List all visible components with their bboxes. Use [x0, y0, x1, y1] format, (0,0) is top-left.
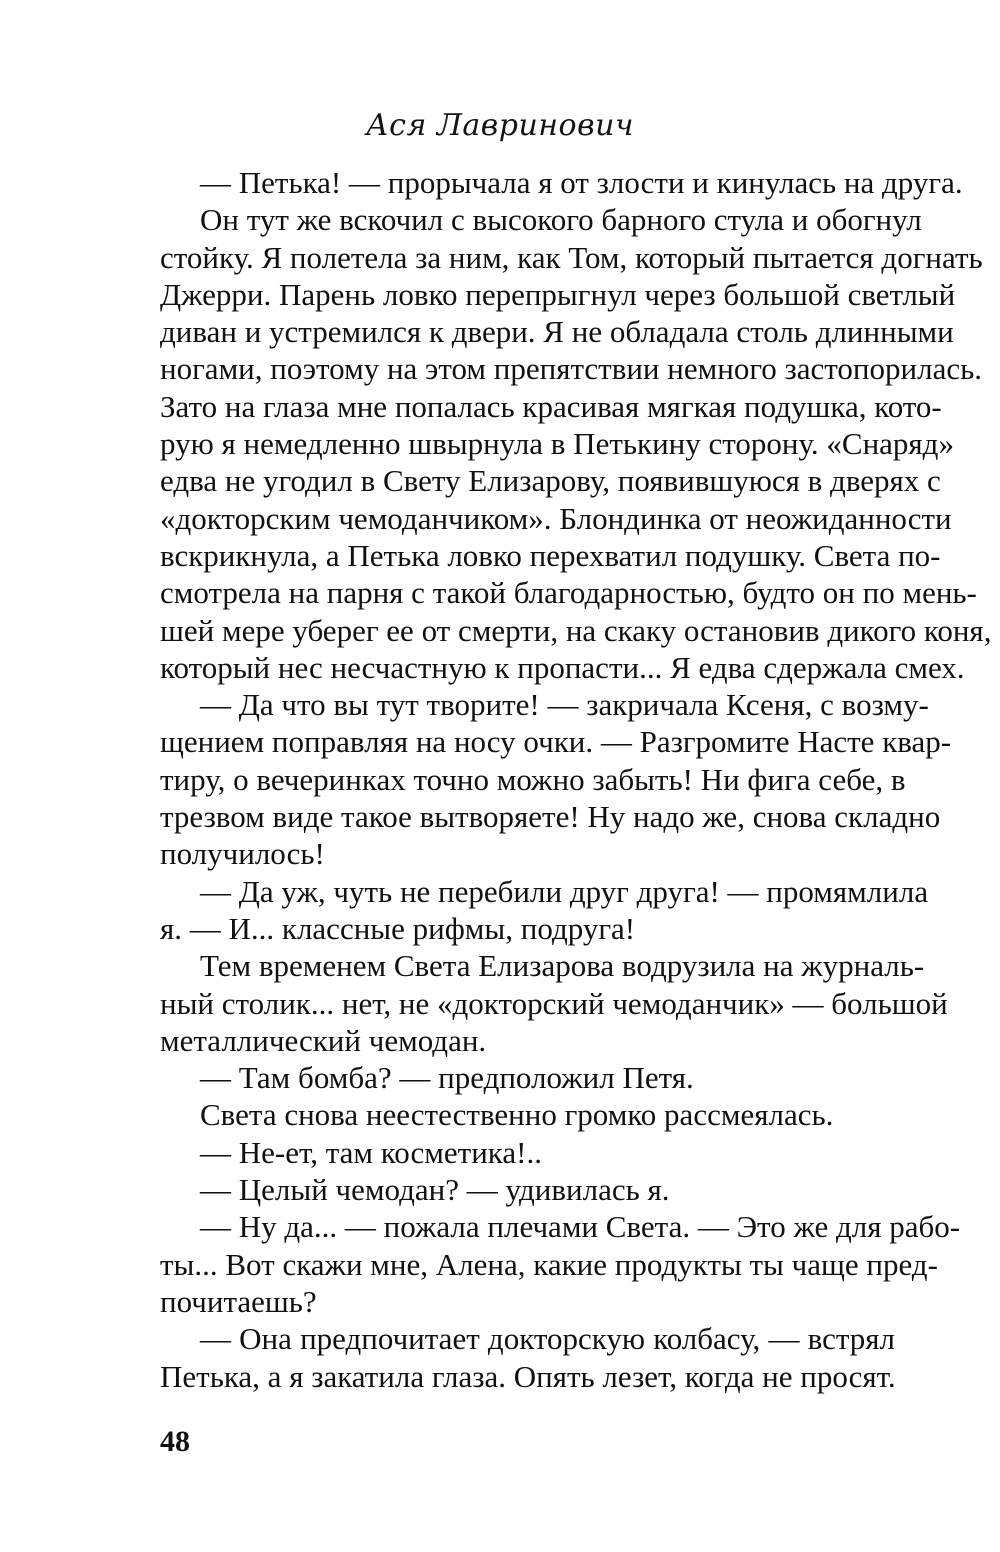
text-line: Тем временем Света Елизарова водрузила на журналь-: [200, 948, 925, 984]
text-line: почитаешь?: [160, 1283, 317, 1319]
text-line: ногами, поэтому на этом препятствии немного застопорилась.: [160, 351, 982, 387]
text-line: металлический чемодан.: [160, 1022, 487, 1058]
text-line: — Ну да... — пожала плечами Света. — Это же для рабо-: [200, 1209, 961, 1245]
text-line: Джерри. Парень ловко перепрыгнул через большой светлый: [160, 276, 956, 312]
text-line: стойку. Я полетела за ним, как Том, который пытается догнать: [160, 239, 983, 275]
text-line: вскрикнула, а Петька ловко перехватил подушку. Света по-: [160, 537, 941, 573]
text-line: едва не угодил в Свету Елизарову, появившуюся в дверях с: [160, 463, 941, 499]
text-line: рую я немедленно швырнула в Петькину сторону. «Снаряд»: [160, 426, 954, 462]
text-line: щением поправляя на носу очки. — Разгромите Насте квар-: [160, 724, 952, 760]
text-line: Он тут же вскочил с высокого барного стула и обогнул: [200, 202, 922, 238]
text-line: я. — И... классные рифмы, подруга!: [160, 910, 636, 946]
text-line: ный столик... нет, не «докторский чемоданчик» — большой: [160, 985, 948, 1021]
text-line: диван и устремился к двери. Я не обладала столь длинными: [160, 314, 954, 350]
text-line: — Там бомба? — предположил Петя.: [200, 1060, 694, 1096]
text-line: ты... Вот скажи мне, Алена, какие продукты ты чаще пред-: [160, 1246, 938, 1282]
text-line: «докторским чемоданчиком». Блондинка от неожиданности: [160, 500, 952, 536]
text-line: Света снова неестественно громко рассмеялась.: [200, 1097, 834, 1133]
text-line: Петька, а я закатила глаза. Опять лезет, когда не просят.: [160, 1358, 896, 1394]
body-text: [160, 164, 992, 1395]
page-number: 48: [160, 1425, 190, 1458]
text-line: — Да уж, чуть не перебили друг друга! — промямлила: [200, 873, 929, 909]
text-line: — Не-ет, там косметика!..: [200, 1134, 542, 1170]
text-line: который нес несчастную к пропасти... Я едва сдержала смех.: [160, 649, 965, 685]
text-line: трезвом виде такое вытворяете! Ну надо же, снова складно: [160, 799, 941, 835]
text-line: Зато на глаза мне попалась красивая мягкая подушка, кото-: [160, 388, 942, 424]
text-line: получилось!: [160, 836, 325, 872]
text-line: тиру, о вечеринках точно можно забыть! Ни фига себе, в: [160, 761, 906, 797]
running-head-author: Ася Лавринович: [365, 108, 635, 143]
text-line: — Петька! — прорычала я от злости и кинулась на друга.: [200, 165, 963, 200]
text-line: — Целый чемодан? — удивилась я.: [200, 1172, 670, 1208]
text-line: шей мере уберег ее от смерти, на скаку остановив дикого коня,: [160, 612, 992, 648]
text-line: — Да что вы тут творите! — закричала Ксеня, с возму-: [200, 687, 929, 723]
text-line: смотрела на парня с такой благодарностью, будто он по мень-: [160, 575, 977, 611]
text-line: — Она предпочитает докторскую колбасу, — встрял: [200, 1321, 895, 1357]
